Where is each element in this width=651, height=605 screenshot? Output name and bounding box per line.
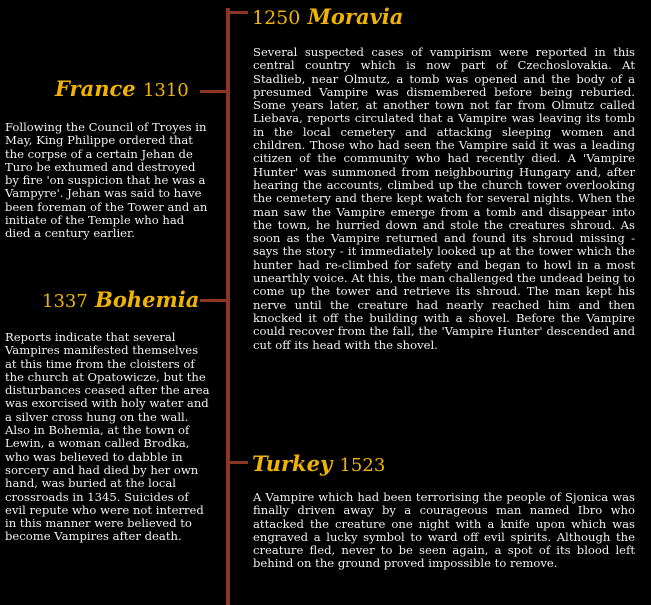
france-text [5, 121, 213, 241]
bohemia-year: 1337 [42, 291, 88, 312]
moravia-body: Several suspected cases of vampirism were reported in this central country which is now part of Czechoslovakia. At Stadlieb, near Olmutz, a tomb was opened and the body of a presumed Vampire was dismembered before being reburied. Some years later, at another town not far from Olmutz called Liebava, reports circulated that a Vampire was leaving its tomb in the local cemetery and attacking sleeping women and children. Those who had seen the Vampire said it was a leading citizen of the community who had recently died. A 'Vampire Hunter' was summoned from neighbouring Hungary and, after hearing the accounts, climbed up the church tower overlooking the cemetery and there kept watch for several nights. When the man saw the Vampire emerge from a tomb and disappear into the town, he hurried down and stole the creatures shroud. As soon as the Vampire returned and found its shroud missing - says the story - it immediately looked up at the tower which the hunter had re-climbed for safety and began to howl in a most unearthly voice. At this, the man challenged the undead being to come up the tower and retrieve its shroud. The man kept his nerve until the creature had nearly reached him and then knocked it off the building with a shovel. Before the Vampire could recover from the fall, the 'Vampire Hunter' descended and cut off its head with the shovel. [253, 45, 635, 352]
bohemia-text [5, 331, 213, 544]
moravia-year: 1250 [252, 7, 301, 29]
moravia-text [253, 46, 635, 352]
bohemia-place: Bohemia [95, 287, 200, 312]
turkey-place: Turkey [252, 451, 333, 476]
turkey-year: 1523 [339, 455, 386, 476]
turkey-text [253, 491, 635, 571]
france-branch [200, 90, 228, 93]
timeline-line [226, 8, 230, 605]
moravia-branch [226, 11, 248, 14]
france-year: 1310 [142, 80, 189, 101]
turkey-body: A Vampire which had been terrorising the people of Sjonica was finally driven away by a courageous man named Ibro who attacked the creature one night with a knife upon which was engraved a lucky symbol to ward off evil spirits. Although the creature fled, never to be seen again, a spot of its blood left behind on the ground proved impossible to remove. [253, 490, 635, 571]
bohemia-branch [200, 299, 228, 302]
bohemia-heading [42, 287, 199, 312]
france-heading [55, 76, 189, 101]
turkey-branch [226, 461, 248, 464]
moravia-heading [252, 4, 403, 29]
france-place: France [55, 76, 136, 101]
bohemia-body: Reports indicate that several Vampires manifested themselves at this time from the cloisters of the church at Opatowicze, but the disturbances ceased after the area was exorcised with holy water and a silver cross hung on the wall. Also in Bohemia, at the town of Lewin, a woman called Brodka, who was believed to dabble in sorcery and had died by her own hand, was buried at the local crossroads in 1345. Suicides of evil repute who were not interred in this manner were believed to become Vampires after death. [5, 330, 210, 544]
moravia-place: Moravia [307, 4, 404, 29]
france-body: Following the Council of Troyes in May, King Philippe ordered that the corpse of a certain Jehan de Turo be exhumed and destroyed by fire 'on suspicion that he was a Vampyre'. Jehan was said to have been foreman of the Tower and an initiate of the Temple who had died a century earlier. [5, 120, 208, 241]
turkey-heading [252, 451, 385, 476]
